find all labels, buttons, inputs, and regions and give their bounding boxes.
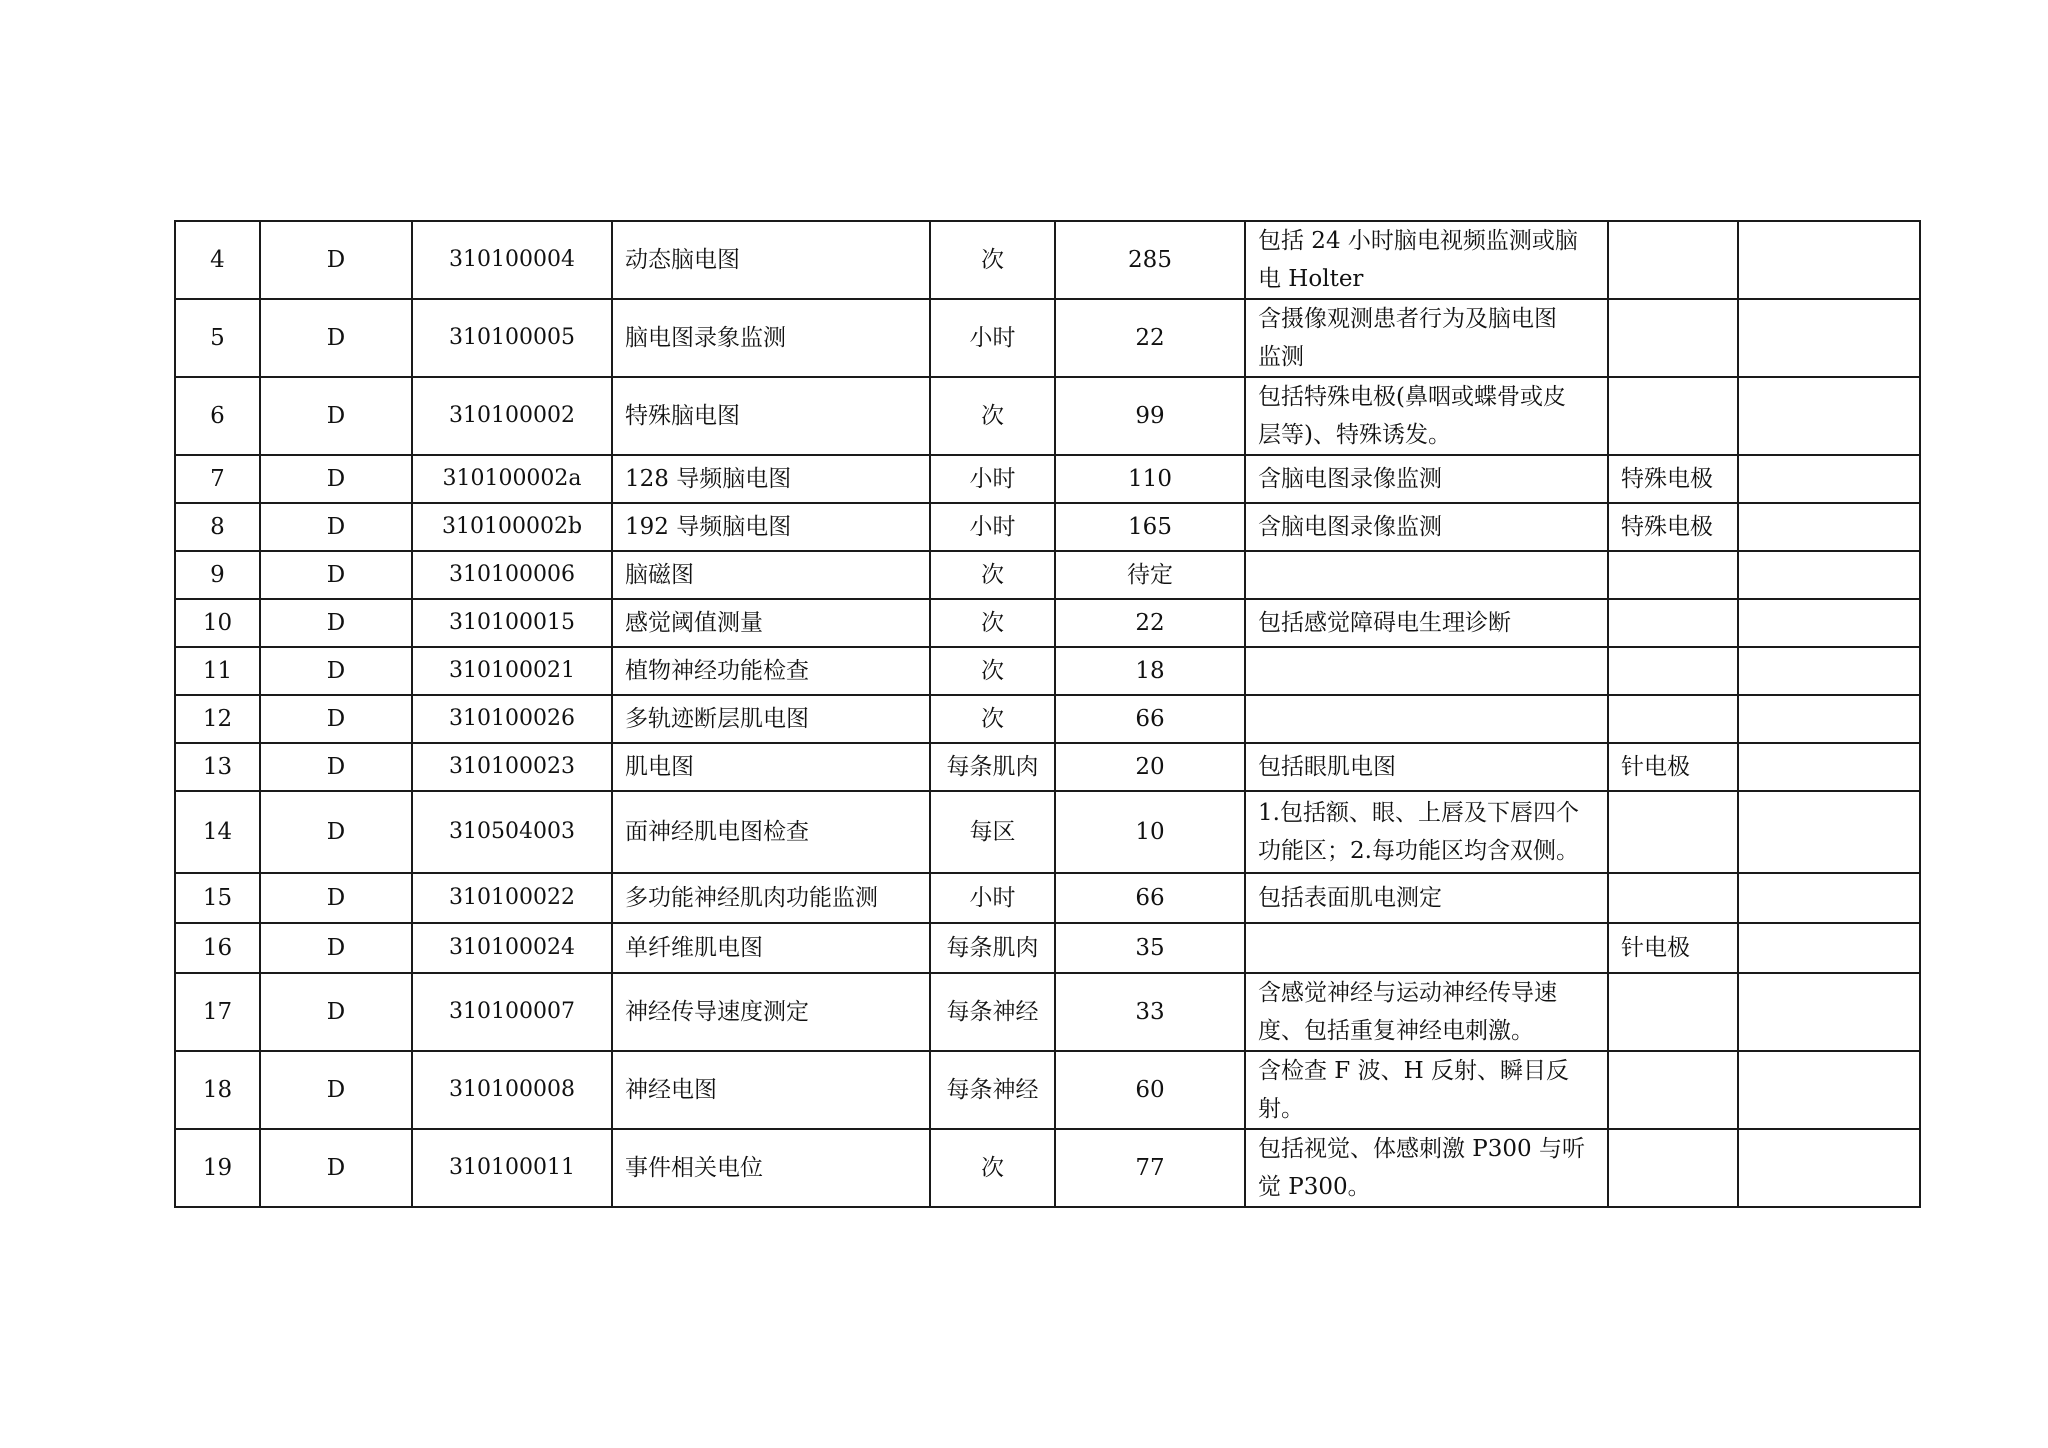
cell-unit: 每条肌肉 (930, 743, 1055, 791)
cell-item-code: 310100006 (412, 551, 612, 599)
cell-unit: 每条肌肉 (930, 923, 1055, 973)
cell-item-code: 310100004 (412, 221, 612, 299)
table-row (175, 503, 1920, 551)
table-row (175, 599, 1920, 647)
table-row (175, 695, 1920, 743)
cell-row-number: 17 (175, 973, 260, 1051)
cell-item-name: 128 导频脑电图 (612, 455, 930, 503)
table-row (175, 1051, 1920, 1129)
cell-row-number: 6 (175, 377, 260, 455)
cell-excluded-content (1608, 599, 1738, 647)
cell-excluded-content (1608, 973, 1738, 1051)
cell-item-code: 310100005 (412, 299, 612, 377)
cell-unit: 每区 (930, 791, 1055, 873)
cell-remarks (1738, 743, 1920, 791)
cell-excluded-content (1608, 299, 1738, 377)
table-row (175, 299, 1920, 377)
cell-row-number: 4 (175, 221, 260, 299)
cell-excluded-content (1608, 377, 1738, 455)
cell-unit: 小时 (930, 455, 1055, 503)
cell-unit: 小时 (930, 873, 1055, 923)
cell-price: 99 (1055, 377, 1245, 455)
table-row (175, 551, 1920, 599)
cell-remarks (1738, 377, 1920, 455)
cell-remarks (1738, 221, 1920, 299)
cell-category: D (260, 599, 412, 647)
cell-remarks (1738, 973, 1920, 1051)
cell-row-number: 15 (175, 873, 260, 923)
cell-item-name: 面神经肌电图检查 (612, 791, 930, 873)
cell-row-number: 16 (175, 923, 260, 973)
table-row (175, 221, 1920, 299)
cell-row-number: 10 (175, 599, 260, 647)
fee-schedule-table (174, 220, 1921, 1208)
cell-description: 包括特殊电极(鼻咽或蝶骨或皮 层等)、特殊诱发。 (1245, 377, 1608, 455)
cell-item-code: 310100026 (412, 695, 612, 743)
cell-description: 包括眼肌电图 (1245, 743, 1608, 791)
table-row (175, 647, 1920, 695)
cell-category: D (260, 791, 412, 873)
cell-price: 285 (1055, 221, 1245, 299)
cell-description: 含摄像观测患者行为及脑电图 监测 (1245, 299, 1608, 377)
cell-price: 77 (1055, 1129, 1245, 1207)
cell-category: D (260, 551, 412, 599)
cell-price: 66 (1055, 695, 1245, 743)
cell-item-code: 310100015 (412, 599, 612, 647)
table-row (175, 923, 1920, 973)
cell-unit: 小时 (930, 299, 1055, 377)
cell-excluded-content (1608, 221, 1738, 299)
cell-unit: 次 (930, 377, 1055, 455)
cell-row-number: 18 (175, 1051, 260, 1129)
cell-category: D (260, 695, 412, 743)
cell-item-code: 310100024 (412, 923, 612, 973)
cell-row-number: 19 (175, 1129, 260, 1207)
table-row (175, 973, 1920, 1051)
cell-category: D (260, 503, 412, 551)
cell-category: D (260, 299, 412, 377)
cell-item-code: 310100023 (412, 743, 612, 791)
cell-excluded-content (1608, 695, 1738, 743)
cell-price: 10 (1055, 791, 1245, 873)
cell-description: 包括表面肌电测定 (1245, 873, 1608, 923)
cell-description (1245, 695, 1608, 743)
cell-item-name: 动态脑电图 (612, 221, 930, 299)
cell-description: 1.包括额、眼、上唇及下唇四个 功能区；2.每功能区均含双侧。 (1245, 791, 1608, 873)
cell-item-name: 事件相关电位 (612, 1129, 930, 1207)
cell-description (1245, 923, 1608, 973)
cell-remarks (1738, 1129, 1920, 1207)
cell-excluded-content: 特殊电极 (1608, 455, 1738, 503)
cell-category: D (260, 743, 412, 791)
cell-excluded-content (1608, 551, 1738, 599)
cell-price: 60 (1055, 1051, 1245, 1129)
cell-item-name: 脑磁图 (612, 551, 930, 599)
cell-description: 含感觉神经与运动神经传导速 度、包括重复神经电刺激。 (1245, 973, 1608, 1051)
cell-row-number: 12 (175, 695, 260, 743)
cell-unit: 小时 (930, 503, 1055, 551)
cell-price: 20 (1055, 743, 1245, 791)
cell-item-code: 310100002a (412, 455, 612, 503)
cell-remarks (1738, 923, 1920, 973)
cell-price: 165 (1055, 503, 1245, 551)
cell-price: 110 (1055, 455, 1245, 503)
cell-description: 包括 24 小时脑电视频监测或脑 电 Holter (1245, 221, 1608, 299)
cell-excluded-content: 针电极 (1608, 923, 1738, 973)
cell-item-code: 310100007 (412, 973, 612, 1051)
cell-remarks (1738, 503, 1920, 551)
cell-item-name: 特殊脑电图 (612, 377, 930, 455)
cell-item-name: 肌电图 (612, 743, 930, 791)
cell-price: 18 (1055, 647, 1245, 695)
cell-category: D (260, 647, 412, 695)
cell-row-number: 14 (175, 791, 260, 873)
cell-unit: 每条神经 (930, 973, 1055, 1051)
cell-excluded-content (1608, 873, 1738, 923)
cell-description: 含脑电图录像监测 (1245, 455, 1608, 503)
cell-item-name: 感觉阈值测量 (612, 599, 930, 647)
cell-category: D (260, 1051, 412, 1129)
cell-excluded-content (1608, 791, 1738, 873)
table-body (175, 221, 1920, 1207)
cell-item-name: 多功能神经肌肉功能监测 (612, 873, 930, 923)
table-row (175, 743, 1920, 791)
cell-item-name: 植物神经功能检查 (612, 647, 930, 695)
table-row (175, 1129, 1920, 1207)
cell-remarks (1738, 455, 1920, 503)
cell-remarks (1738, 647, 1920, 695)
cell-item-name: 神经电图 (612, 1051, 930, 1129)
cell-item-code: 310100002b (412, 503, 612, 551)
cell-excluded-content: 针电极 (1608, 743, 1738, 791)
cell-unit: 次 (930, 551, 1055, 599)
cell-row-number: 13 (175, 743, 260, 791)
table-row (175, 377, 1920, 455)
cell-price: 66 (1055, 873, 1245, 923)
cell-unit: 次 (930, 221, 1055, 299)
cell-row-number: 9 (175, 551, 260, 599)
cell-category: D (260, 221, 412, 299)
cell-row-number: 5 (175, 299, 260, 377)
cell-item-name: 单纤维肌电图 (612, 923, 930, 973)
cell-row-number: 11 (175, 647, 260, 695)
table-row (175, 791, 1920, 873)
cell-category: D (260, 873, 412, 923)
cell-item-code: 310100021 (412, 647, 612, 695)
cell-excluded-content (1608, 647, 1738, 695)
cell-price: 33 (1055, 973, 1245, 1051)
cell-excluded-content: 特殊电极 (1608, 503, 1738, 551)
cell-category: D (260, 1129, 412, 1207)
cell-description: 包括视觉、体感刺激 P300 与听 觉 P300。 (1245, 1129, 1608, 1207)
cell-description: 含检查 F 波、H 反射、瞬目反射。 (1245, 1051, 1608, 1129)
cell-price: 待定 (1055, 551, 1245, 599)
table-row (175, 873, 1920, 923)
cell-unit: 次 (930, 647, 1055, 695)
cell-description: 含脑电图录像监测 (1245, 503, 1608, 551)
cell-item-code: 310100008 (412, 1051, 612, 1129)
cell-item-code: 310100011 (412, 1129, 612, 1207)
cell-description: 包括感觉障碍电生理诊断 (1245, 599, 1608, 647)
cell-category: D (260, 377, 412, 455)
cell-row-number: 8 (175, 503, 260, 551)
cell-description (1245, 647, 1608, 695)
cell-category: D (260, 923, 412, 973)
cell-unit: 次 (930, 599, 1055, 647)
cell-item-name: 脑电图录象监测 (612, 299, 930, 377)
cell-remarks (1738, 599, 1920, 647)
cell-unit: 次 (930, 1129, 1055, 1207)
cell-item-code: 310504003 (412, 791, 612, 873)
cell-item-code: 310100022 (412, 873, 612, 923)
cell-item-name: 192 导频脑电图 (612, 503, 930, 551)
cell-remarks (1738, 551, 1920, 599)
cell-item-name: 多轨迹断层肌电图 (612, 695, 930, 743)
cell-excluded-content (1608, 1129, 1738, 1207)
cell-category: D (260, 455, 412, 503)
cell-unit: 每条神经 (930, 1051, 1055, 1129)
cell-excluded-content (1608, 1051, 1738, 1129)
table-row (175, 455, 1920, 503)
cell-remarks (1738, 695, 1920, 743)
cell-price: 35 (1055, 923, 1245, 973)
cell-item-name: 神经传导速度测定 (612, 973, 930, 1051)
cell-remarks (1738, 299, 1920, 377)
cell-remarks (1738, 873, 1920, 923)
cell-row-number: 7 (175, 455, 260, 503)
cell-unit: 次 (930, 695, 1055, 743)
cell-description (1245, 551, 1608, 599)
cell-item-code: 310100002 (412, 377, 612, 455)
cell-price: 22 (1055, 599, 1245, 647)
cell-remarks (1738, 1051, 1920, 1129)
cell-remarks (1738, 791, 1920, 873)
cell-price: 22 (1055, 299, 1245, 377)
cell-category: D (260, 973, 412, 1051)
